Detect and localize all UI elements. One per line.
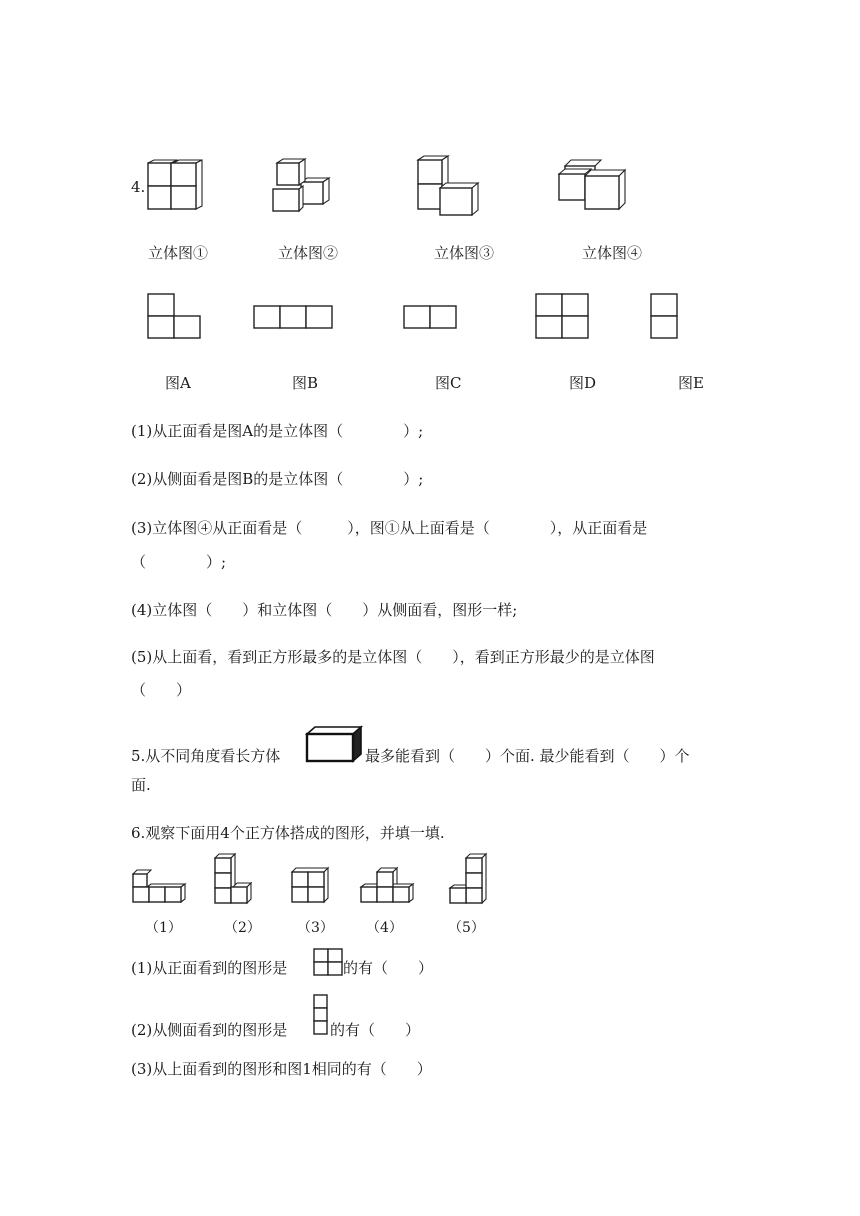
view-label-a: 图A [165,374,191,392]
q6-title: 6.观察下面用4个正方体搭成的图形，并填一填. [131,824,445,842]
q6-item-3: (3)从上面看到的图形和图1相同的有（ ） [131,1060,432,1078]
q5-text-before: 5.从不同角度看长方体 [131,747,281,765]
q6-item-1-before: (1)从正面看到的图形是 [131,959,288,977]
view-label-d: 图D [569,374,597,392]
q4-item-5-cont: （ ） [131,681,192,699]
q6-label-2: （2） [224,920,261,936]
question-4-number: 4. [131,178,146,196]
q4-item-2: (2)从侧面看是图B的是立体图（ ）; [131,470,424,488]
q6-figure-2 [213,853,253,905]
view-figure-c [403,305,457,329]
q6-item-1-after: 的有（ ） [343,959,434,977]
solid-figure-1 [146,160,206,212]
solid-label-4: 立体图④ [582,244,643,262]
solid-figure-2 [271,157,333,215]
view-label-e: 图E [678,374,704,392]
q6-item-2-shape [313,994,329,1036]
cuboid-icon [305,725,363,763]
q5-text-after: 最多能看到（ ）个面. 最少能看到（ ）个 [365,747,690,765]
q6-figure-5 [448,853,488,905]
q4-item-5: (5)从上面看，看到正方形最多的是立体图（ ），看到正方形最少的是立体图 [131,648,655,666]
q4-item-3: (3)立体图④从正面看是（ ），图①从上面看是（ ），从正面看是 [131,519,648,537]
q4-item-4: (4)立体图（ ）和立体图（ ）从侧面看，图形一样; [131,601,518,619]
view-figure-b [253,305,333,329]
solid-label-2: 立体图② [278,244,339,262]
view-figure-e [650,293,678,339]
view-figure-d [535,293,589,339]
q6-item-2-after: 的有（ ） [330,1021,421,1039]
q6-label-5: （5） [448,920,485,936]
solid-figure-3 [416,155,482,217]
solid-figure-4 [557,158,629,214]
q6-item-1-shape [313,948,343,976]
view-figure-a [147,293,201,339]
solid-label-3: 立体图③ [434,244,495,262]
q6-label-3: （3） [297,920,334,936]
view-label-b: 图B [292,374,319,392]
q6-item-2-before: (2)从侧面看到的图形是 [131,1021,288,1039]
q5-text-line2: 面. [131,776,151,794]
q4-item-3-cont: （ ）; [131,553,227,571]
solid-label-1: 立体图① [148,244,209,262]
q6-figure-4 [359,867,415,905]
q6-label-1: （1） [145,920,182,936]
q6-figure-1 [131,867,187,905]
q6-label-4: （4） [366,920,403,936]
q6-figure-3 [290,867,330,905]
q4-item-1: (1)从正面看是图A的是立体图（ ）; [131,422,424,440]
view-label-c: 图C [435,374,462,392]
